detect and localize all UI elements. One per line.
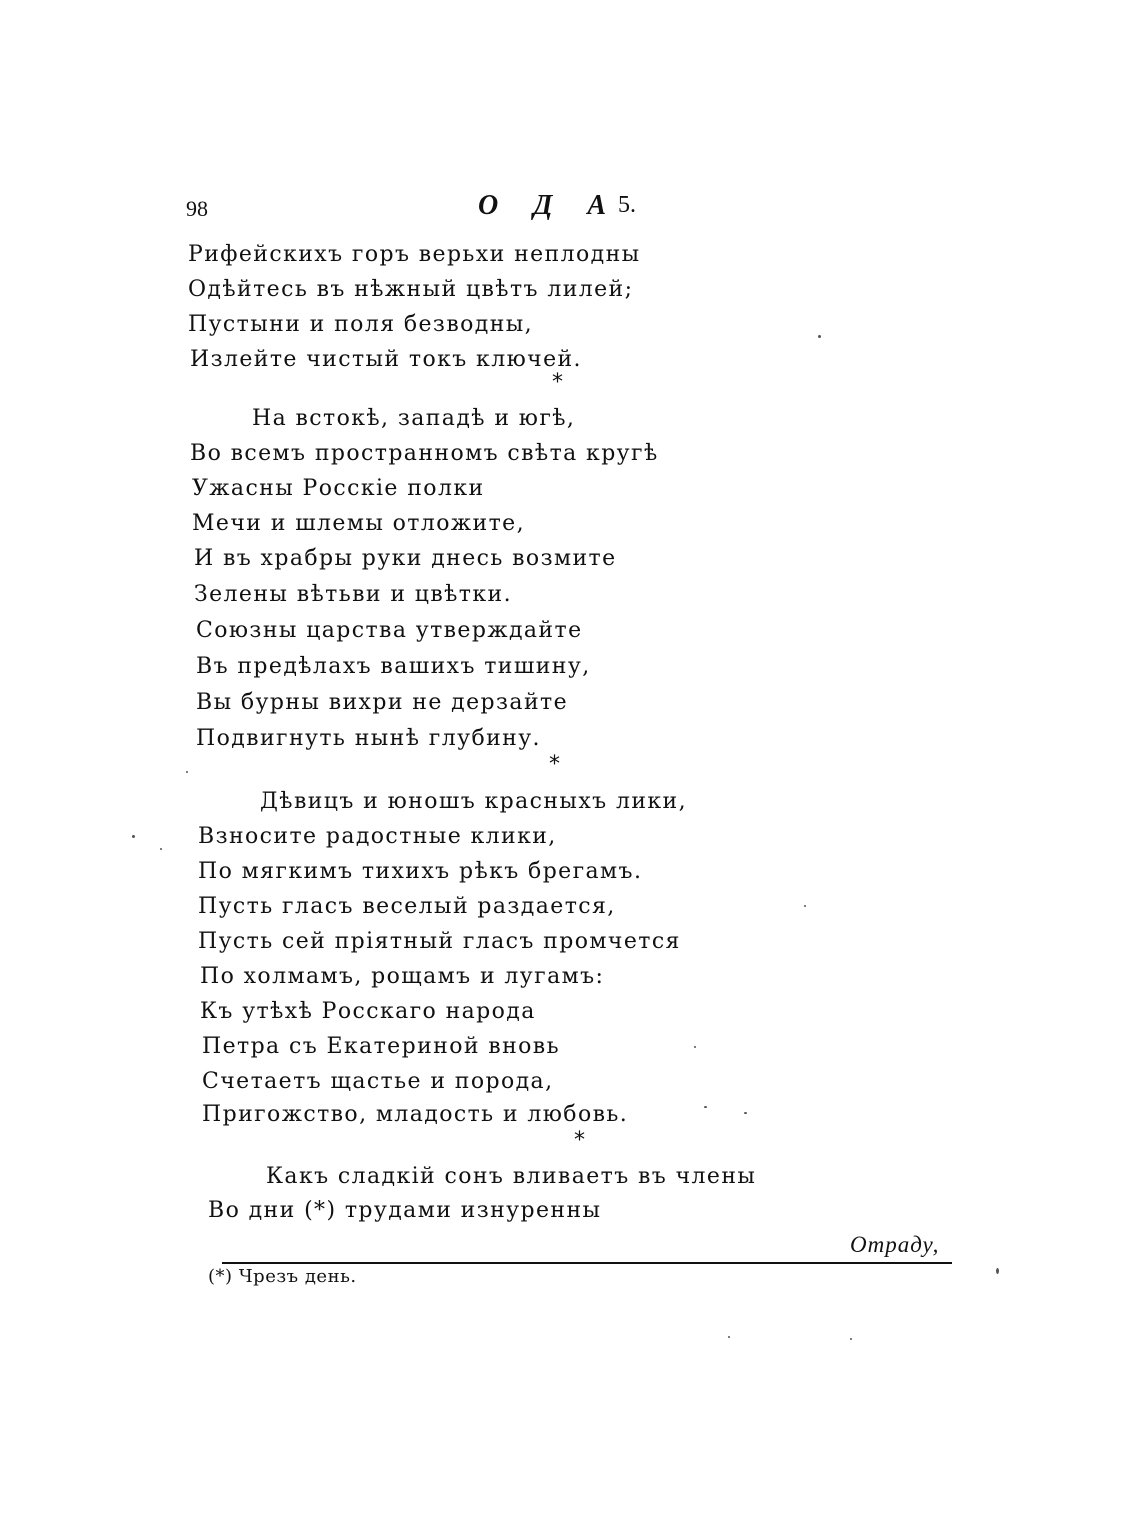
verse-line: Пусть сей прiятный гласъ промчется <box>198 929 681 954</box>
stanza-separator: * <box>549 752 560 777</box>
verse-line: Подвигнуть нынѣ глубину. <box>196 726 541 751</box>
page-number: 98 <box>186 196 208 221</box>
print-speck <box>818 335 821 338</box>
verse-line: Рифейскихъ горъ верьхи неплодны <box>188 242 641 267</box>
print-speck <box>728 1336 730 1338</box>
verse-line: Пустыни и поля безводны, <box>188 312 534 337</box>
verse-line: На встокѣ, западѣ и югѣ, <box>252 406 576 431</box>
verse-line: Зелены вѣтьви и цвѣтки. <box>194 582 512 607</box>
verse-line: Пригожство, младость и любовь. <box>202 1102 629 1127</box>
print-speck <box>850 1338 852 1340</box>
stanza-separator: * <box>574 1128 585 1153</box>
verse-line: Какъ сладкiй сонъ вливаетъ въ члены <box>266 1164 757 1189</box>
verse-line: Въ предѣлахъ вашихъ тишину, <box>196 654 591 679</box>
print-speck <box>186 771 188 773</box>
print-speck <box>744 1112 747 1114</box>
print-speck <box>694 1046 696 1048</box>
print-speck <box>996 1268 999 1274</box>
verse-line: Мечи и шлемы отложите, <box>192 511 525 536</box>
verse-line: И въ храбры руки днесь возмите <box>194 546 617 571</box>
print-speck <box>704 1106 707 1108</box>
verse-line: По мягкимъ тихихъ рѣкъ брегамъ. <box>198 859 643 884</box>
verse-line: Дѣвицъ и юношъ красныхъ лики, <box>260 789 687 814</box>
verse-line: Петра съ Екатериной вновь <box>202 1034 560 1059</box>
catchword: Отраду, <box>850 1232 940 1257</box>
print-speck <box>804 905 806 907</box>
verse-line: Во всемъ пространномъ свѣта кругѣ <box>190 441 659 466</box>
footnote: (*) Чрезъ день. <box>208 1266 357 1287</box>
verse-line: Одѣйтесь въ нѣжный цвѣтъ лилей; <box>188 277 634 302</box>
verse-line: Во дни (*) трудами изнуренны <box>208 1198 602 1223</box>
footnote-rule <box>222 1262 952 1264</box>
verse-line: Излейте чистый токъ ключей. <box>190 347 582 372</box>
verse-line: Взносите радостные клики, <box>198 824 557 849</box>
verse-line: Союзны царства утверждайте <box>196 618 583 643</box>
verse-line: Вы бурны вихри не дерзайте <box>196 690 568 715</box>
stanza-separator: * <box>552 370 563 395</box>
verse-line: По холмамъ, рощамъ и лугамъ: <box>200 964 605 989</box>
running-title: О Д А <box>478 190 621 221</box>
verse-line: Къ утѣхѣ Росскаго народа <box>200 999 536 1024</box>
print-speck <box>132 835 135 838</box>
verse-line: Счетаетъ щастье и порода, <box>202 1069 554 1094</box>
verse-line: Пусть гласъ веселый раздается, <box>198 894 616 919</box>
ode-number: 5. <box>618 192 636 218</box>
print-speck <box>160 848 162 850</box>
verse-line: Ужасны Росскiе полки <box>192 476 485 501</box>
